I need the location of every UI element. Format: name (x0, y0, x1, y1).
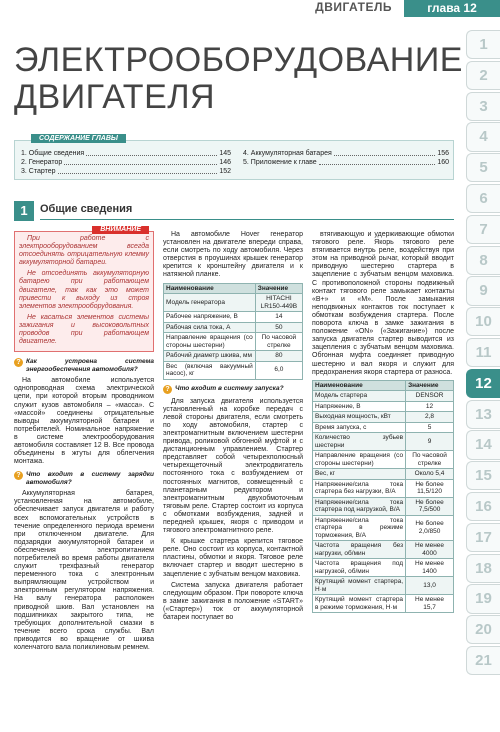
chapter-tab-16[interactable]: 16 (466, 492, 500, 521)
warning-box (14, 226, 154, 352)
warning-paragraph: При работе с электрооборудованием всегда отсоединять отрицательную клемму аккумуляторной батареи. (19, 235, 149, 267)
table-row (313, 595, 454, 613)
table-cell-value: Не менее 1400 (406, 559, 454, 577)
table-cell-value: Не более 2,0/850 (406, 515, 454, 541)
table-cell-name: Рабочий диаметр шкива, мм (164, 351, 256, 362)
chapter-tab-2[interactable]: 2 (466, 61, 500, 90)
contents-title: СОДЕРЖАНИЕ ГЛАВЫ (31, 134, 126, 143)
column-2 (163, 231, 303, 625)
header-chapter: глава 12 (404, 0, 500, 17)
question-heading (163, 385, 303, 394)
chapter-tab-15[interactable]: 15 (466, 461, 500, 490)
body-paragraph: втягивающую и удерживающие обмотки тягового реле. Якорь тягового реле втягивается внутрь реле, воздействуя при этом на приводной рычаг, который вводит приводную шестерню стартера в зацепление с зубчатым венцом маховика. С противоположной стороны подвижный контакт тягового реле замыкает контакты «В+» и «М». После замыкания неподвижных контактов ток поступает к обмоткам возбуждения стартера. После поворота ключа в замке зажигания в положение «ON» («Зажигание») после запуска двигателя стартер выводится из зацепления с зубчатым венцом маховика. Обгонная муфта соединяет приводную шестерню и вал якоря и служит для предохранения якоря стартера от разноса. (312, 231, 454, 376)
table-row (313, 497, 454, 515)
table-row (164, 312, 303, 323)
table-cell-value: 80 (255, 351, 302, 362)
question-text: Что входит в систему зарядки автомобиля? (26, 471, 154, 486)
generator-spec-table (163, 283, 303, 380)
table-row (313, 541, 454, 559)
contents-entry-label: 2. Генератор (21, 159, 63, 166)
table-cell-name: Рабочее напряжение, В (164, 312, 256, 323)
table-cell-value: Не менее 4000 (406, 541, 454, 559)
section-rule (40, 219, 454, 220)
table-cell-name: Напряжение/сила тока стартера без нагрузки, В/А (313, 479, 406, 497)
chapter-tab-10[interactable]: 10 (466, 307, 500, 336)
chapter-tab-18[interactable]: 18 (466, 554, 500, 583)
table-header-row (164, 283, 303, 294)
contents-entry-label: 3. Стартер (21, 168, 56, 175)
table-row (313, 515, 454, 541)
question-text: Что входит в систему запуска? (175, 384, 284, 392)
chapter-contents (14, 135, 454, 180)
chapter-tab-12[interactable]: 12 (466, 369, 500, 398)
question-heading (14, 471, 154, 486)
body-paragraph: Аккумуляторная батарея, установленная на автомобиле, обеспечивает запуск двигателя и работу всех вспомогательных устройств в течение определенного периода времени при отключенном двигателе. Для подзарядки аккумуляторной батареи и обеспечения электропитанием потребителей во время работы двигателя служит трехфазный генератор переменного тока с электронным выпрямляющим устройством и электронным регулятором напряжения. На валу генератора расположен приводной шкив. Вал установлен на подшипниках закрытого типа, не требующих дополнительной смазки в течение всего срока службы. Вал приводится во вращение от шкива коленчатого вала поликлиновым ремнем. (14, 490, 154, 652)
table-cell-name: Модель стартера (313, 391, 406, 402)
table-row (313, 479, 454, 497)
chapter-tab-4[interactable]: 4 (466, 122, 500, 151)
title-line-1: ЭЛЕКТРООБОРУДОВАНИЕ (14, 41, 463, 79)
warning-paragraph: Не касаться элементов системы зажигания и высоковольтных проводов при работающем двигателе. (19, 313, 149, 346)
table-row (313, 559, 454, 577)
contents-entry-page: 156 (437, 150, 449, 157)
chapter-tab-6[interactable]: 6 (466, 184, 500, 213)
table-cell-value: DENSOR (406, 391, 454, 402)
warning-title: ВНИМАНИЕ (92, 226, 149, 234)
table-row (164, 333, 303, 351)
table-cell-name: Напряжение/сила тока стартера в режиме торможения, В/А (313, 515, 406, 541)
table-cell-value: 50 (255, 322, 302, 333)
chapter-tab-8[interactable]: 8 (466, 246, 500, 275)
contents-leader (86, 149, 217, 156)
question-icon: ? (14, 358, 23, 367)
contents-entry[interactable] (243, 158, 449, 167)
table-row (164, 322, 303, 333)
table-cell-name: Направление вращения (со стороны шестерни) (164, 333, 256, 351)
table-row (313, 433, 454, 451)
contents-leader (319, 158, 436, 165)
chapter-tab-3[interactable]: 3 (466, 92, 500, 121)
contents-entry-page: 145 (219, 150, 231, 157)
table-header-row (313, 380, 454, 391)
chapter-tab-17[interactable]: 17 (466, 523, 500, 552)
page-footer (0, 727, 500, 732)
page-title (14, 41, 463, 116)
table-row (313, 391, 454, 402)
table-cell-name: Вес (включая вакуумный насос), кг (164, 361, 256, 379)
table-cell-value: По часовой стрелке (406, 451, 454, 469)
contents-leader (58, 167, 218, 174)
table-cell-name: Крутящий момент стартера, Н·м (313, 577, 406, 595)
table-cell-value: 13,0 (406, 577, 454, 595)
contents-entry-label: 5. Приложение к главе (243, 159, 317, 166)
table-cell-value: Не более 11,5/120 (406, 479, 454, 497)
chapter-tab-5[interactable]: 5 (466, 153, 500, 182)
table-cell-name: Рабочая сила тока, А (164, 322, 256, 333)
starter-spec-table (312, 380, 454, 614)
body-paragraph: На автомобиле используется однопроводная схема электрической цепи, при которой вторым проводником служит кузов автомобиля – «масса». С «массой» соединены отрицательные выводы аккумуляторной батареи и потребителей. Номинальное напряжение в системе электрооборудования автомобиля составляет 12 В. Все провода объединены в жгуты для облегчения монтажа. (14, 377, 154, 466)
table-cell-value: HITACHI LR150-449B (255, 294, 302, 312)
table-cell-name: Напряжение/сила тока стартера под нагрузкой, В/А (313, 497, 406, 515)
table-row (164, 351, 303, 362)
table-cell-value: Около 5,4 (406, 469, 454, 480)
question-heading (14, 358, 154, 373)
contents-leader (64, 158, 217, 165)
table-cell-value: Не более 7,5/500 (406, 497, 454, 515)
chapter-tab-7[interactable]: 7 (466, 215, 500, 244)
chapter-tab-14[interactable]: 14 (466, 430, 500, 459)
chapter-tabs (466, 30, 500, 677)
table-cell-name: Частота вращения под нагрузкой, об/мин (313, 559, 406, 577)
table-row (313, 422, 454, 433)
contents-entry[interactable] (243, 149, 449, 158)
column-3 (312, 231, 454, 618)
question-text: Как устроена система энергообеспечения автомобиля? (26, 358, 154, 373)
chapter-tab-20[interactable]: 20 (466, 615, 500, 644)
table-cell-name: Модель генератора (164, 294, 256, 312)
chapter-tab-19[interactable]: 19 (466, 584, 500, 613)
table-cell-name: Крутящий момент стартера в режиме торможения, Н·м (313, 595, 406, 613)
table-cell-name: Напряжение, В (313, 401, 406, 412)
contents-left (21, 149, 231, 176)
table-cell-name: Количество зубьев шестерни (313, 433, 406, 451)
body-paragraph: Для запуска двигателя используется установленный на коробке передач с левой стороны двигателя, если смотреть по ходу автомобиля, стартер с электромагнитным включением шестерни привода, роликовой обгонной муфтой и с дистанционным управлением. Стартер представляет собой четырехполюсный четырехщеточный электродвигатель постоянного тока с возбуждением от постоянных магнитов, совмещенный с планетарным редуктором и электромагнитным двухобмоточным тяговым реле. Стартер состоит из корпуса с обмотками возбуждения, задней и передней крышек, якоря с приводом и тягового электромагнитного реле. (163, 397, 303, 535)
table-cell-value: 2,8 (406, 412, 454, 423)
table-cell-name: Вес, кг (313, 469, 406, 480)
table-row (164, 361, 303, 379)
page-header (0, 0, 500, 17)
body-paragraph: Система запуска двигателя работает следующим образом. При повороте ключа в замке зажигания в положение «START» («Стартер») ток от аккумуляторной батареи поступает во (163, 581, 303, 621)
contents-leader (334, 149, 436, 156)
section-title: Общие сведения (40, 203, 133, 215)
table-row (313, 401, 454, 412)
table-cell-value: По часовой стрелке (255, 333, 302, 351)
table-row (313, 577, 454, 595)
body-paragraph: На автомобиле Hover генератор установлен на двигателе впереди справа, если смотреть по ходу автомобиля. Через отверстия в проушинах крышек генератор крепится к кронштейну двигателя и к натяжной планке. (163, 231, 303, 279)
contents-entry-label: 4. Аккумуляторная батарея (243, 150, 332, 157)
chapter-tab-11[interactable]: 11 (466, 338, 500, 367)
table-row (164, 294, 303, 312)
contents-entry[interactable] (21, 158, 231, 167)
header-section: ДВИГАТЕЛЬ (315, 0, 392, 14)
table-header-cell: Значение (255, 283, 302, 294)
table-cell-name: Выходная мощность, кВт (313, 412, 406, 423)
table-cell-value: 9 (406, 433, 454, 451)
contents-entry-page: 146 (219, 159, 231, 166)
section-number: 1 (14, 201, 34, 221)
warning-paragraph: Не отсоединять аккумуляторную батарею при работающем двигателе, так как это может привести к выходу из строя элементов электрооборудования. (19, 270, 149, 310)
table-cell-value: Не менее 15,7 (406, 595, 454, 613)
table-cell-name: Направление вращения (со стороны шестерни) (313, 451, 406, 469)
table-cell-value: 12 (406, 401, 454, 412)
chapter-tab-21[interactable]: 21 (466, 646, 500, 675)
question-icon: ? (163, 385, 172, 394)
table-cell-value: 5 (406, 422, 454, 433)
body-paragraph: К крышке стартера крепится тяговое реле. Оно состоит из корпуса, контактной пластины, обмотки и якоря. Тяговое реле включает стартер и вводит шестерню в зацепление с зубчатым венцом маховика. (163, 538, 303, 578)
contents-right (243, 149, 449, 167)
table-cell-name: Время запуска, с (313, 422, 406, 433)
column-1 (14, 226, 154, 655)
table-row (313, 469, 454, 480)
chapter-tab-9[interactable]: 9 (466, 276, 500, 305)
contents-entry-page: 160 (437, 159, 449, 166)
table-row (313, 451, 454, 469)
table-header-cell: Наименование (313, 380, 406, 391)
table-cell-value: 14 (255, 312, 302, 323)
question-icon: ? (14, 471, 23, 480)
chapter-tab-1[interactable]: 1 (466, 30, 500, 59)
contents-entry[interactable] (21, 167, 231, 176)
table-header-cell: Наименование (164, 283, 256, 294)
contents-entry-page: 152 (219, 168, 231, 175)
table-header-cell: Значение (406, 380, 454, 391)
table-row (313, 412, 454, 423)
table-cell-value: 6,0 (255, 361, 302, 379)
table-cell-name: Частота вращения без нагрузки, об/мин (313, 541, 406, 559)
contents-entry[interactable] (21, 149, 231, 158)
title-line-2: ДВИГАТЕЛЯ (14, 78, 216, 116)
section-heading (14, 201, 454, 221)
contents-entry-label: 1. Общие сведения (21, 150, 85, 157)
chapter-tab-13[interactable]: 13 (466, 400, 500, 429)
